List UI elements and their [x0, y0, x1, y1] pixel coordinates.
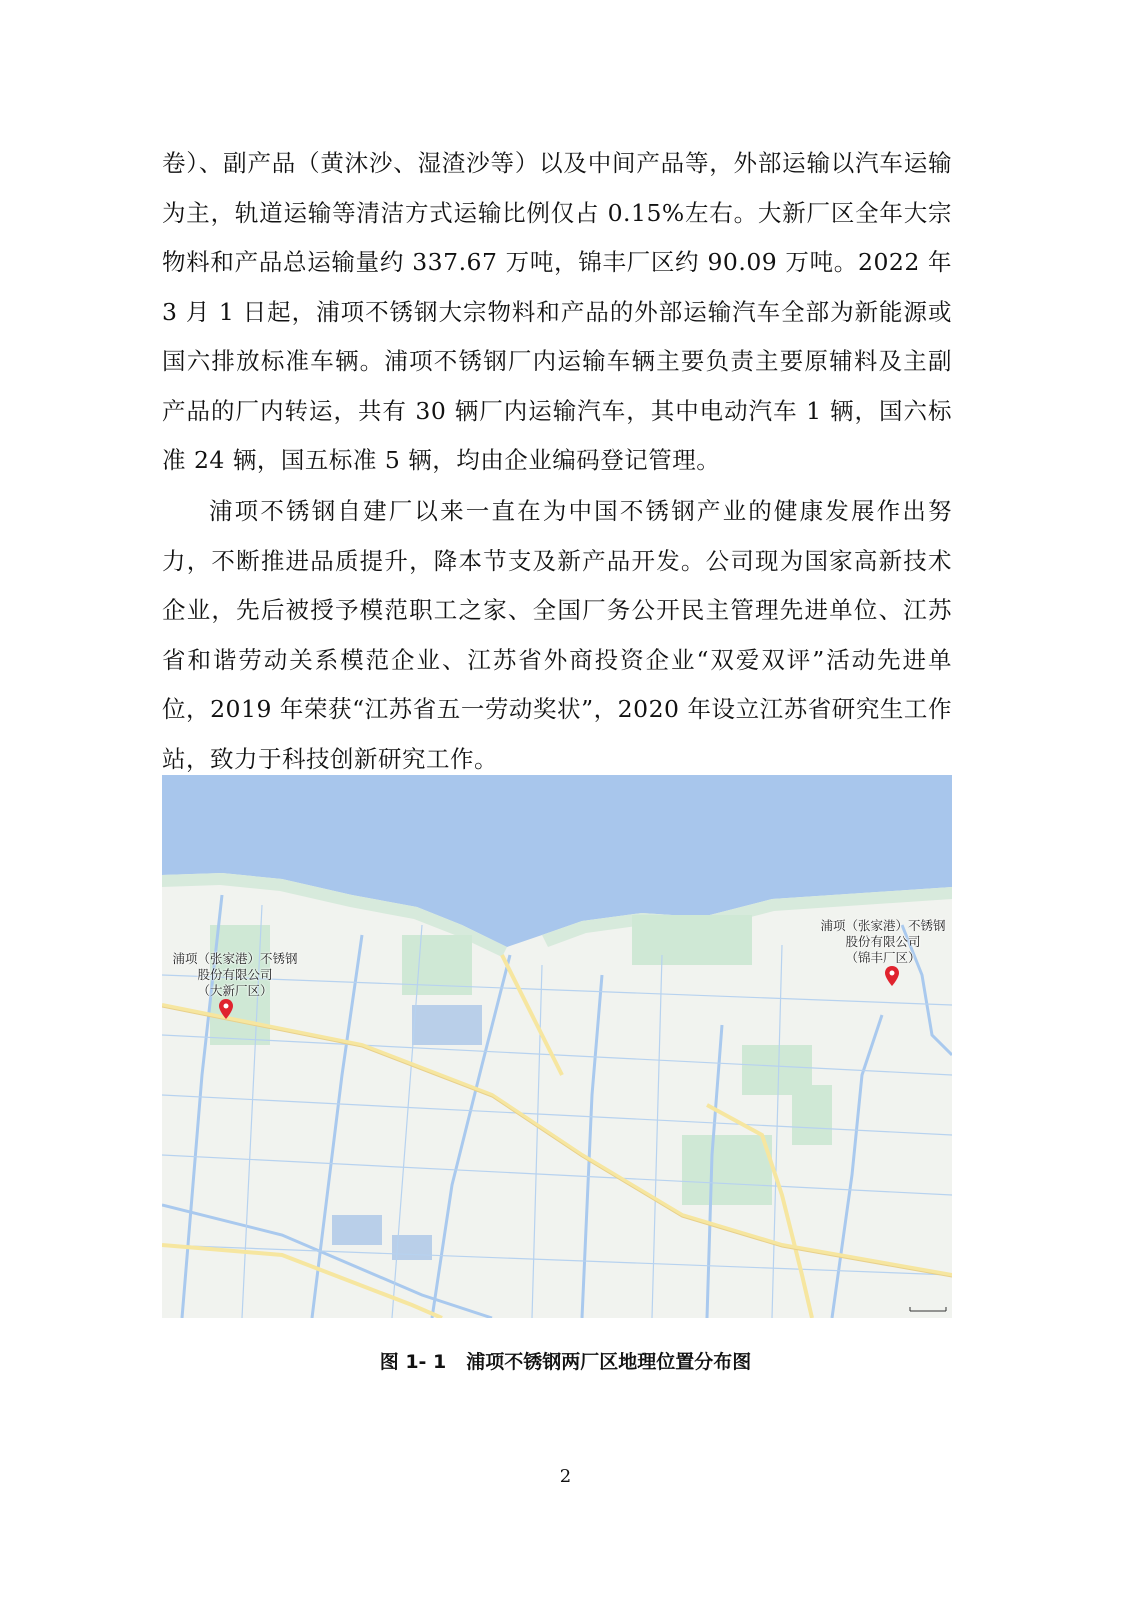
- body-paragraph-1: [162, 139, 952, 486]
- label-line: 股份有限公司: [845, 934, 921, 949]
- paragraph-text: 卷）、副产品（黄沐沙、湿渣沙等）以及中间产品等，外部运输以汽车运输为主，轨道运输等清洁方式运输比例仅占 0.15%左右。大新厂区全年大宗物料和产品总运输量约 337.67 万吨，锦丰厂区约 90.09 万吨。2022 年 3 月 1 日起，浦项不锈钢大宗物料和产品的外部运输汽车全部为新能源或国六排放标准车辆。浦项不锈钢厂内运输车辆主要负责主要原辅料及主副产品的厂内转运，共有 30 辆厂内运输汽车，其中电动汽车 1 辆，国六标准 24 辆，国五标准 5 辆，均由企业编码登记管理。: [162, 149, 952, 474]
- map-pin-icon: [219, 999, 233, 1019]
- figure-title: 浦项不锈钢两厂区地理位置分布图: [466, 1351, 752, 1373]
- page-number: 2: [559, 1466, 572, 1487]
- label-line: （大新厂区）: [197, 983, 273, 998]
- jinfeng-plant-label: [808, 918, 952, 966]
- map-pin-icon: [885, 966, 899, 986]
- paragraph-text: 浦项不锈钢自建厂以来一直在为中国不锈钢产业的健康发展作出努力，不断推进品质提升，降本节支及新产品开发。公司现为国家高新技术企业，先后被授予模范职工之家、全国厂务公开民主管理先进单位、江苏省和谐劳动关系模范企业、江苏省外商投资企业“双爱双评”活动先进单位，2019 年荣获“江苏省五一劳动奖状”，2020 年设立江苏省研究生工作站，致力于科技创新研究工作。: [162, 497, 952, 773]
- location-map: [162, 775, 952, 1318]
- map-graphic: [162, 775, 952, 1318]
- figure-number: 图 1- 1: [379, 1351, 447, 1373]
- label-line: 股份有限公司: [197, 967, 273, 982]
- label-line: 浦项（张家港）不锈钢: [172, 951, 298, 966]
- daxin-plant-label: [162, 951, 308, 999]
- figure-caption: [0, 1347, 1131, 1374]
- label-line: （锦丰厂区）: [845, 950, 921, 965]
- label-line: 浦项（张家港）不锈钢: [820, 918, 946, 933]
- body-paragraph-2: [162, 487, 952, 784]
